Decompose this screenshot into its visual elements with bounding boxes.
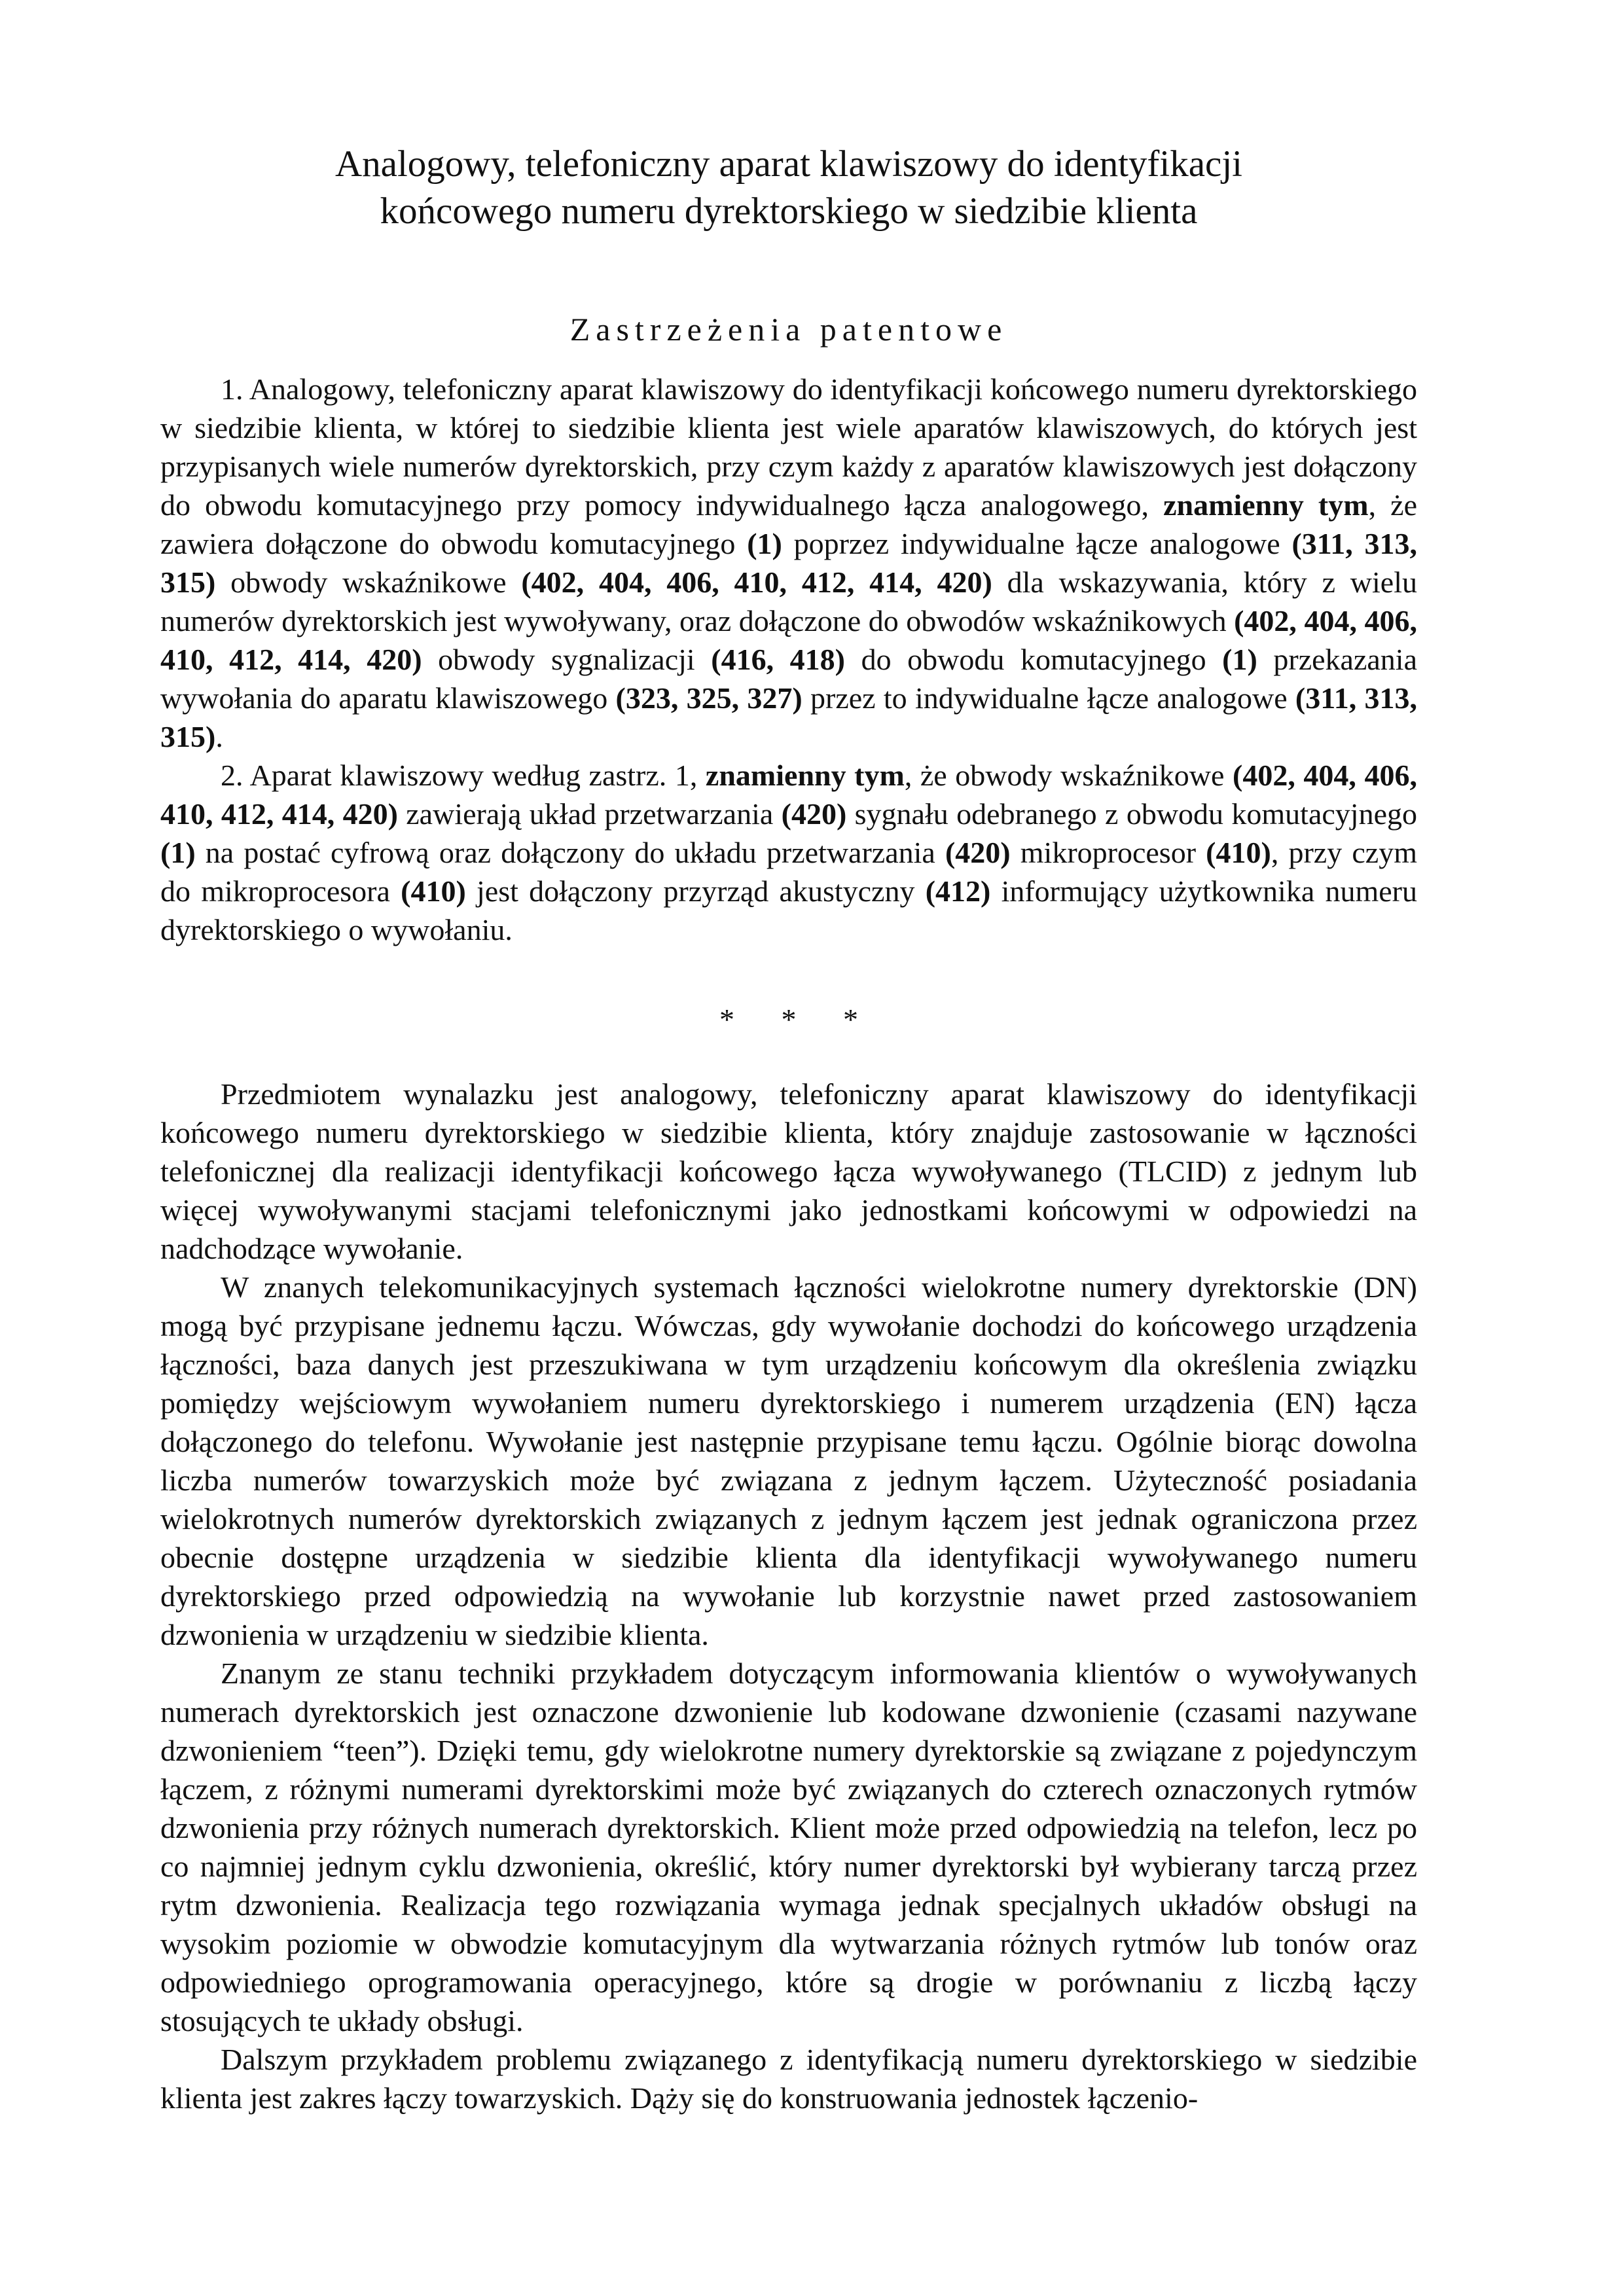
description-paragraph-4: Dalszym przykładem problemu związanego z identyfikacją numeru dyrektorskiego w siedzibie klienta jest zakres łączy towarzyskich. Dąży się do konstruowania jednostek łączenio- — [160, 2043, 1417, 2115]
claim-1: 1. Analogowy, telefoniczny aparat klawiszowy do identyfikacji końcowego numeru dyrektorskiego w siedzibie klienta, w której to siedzibie klienta jest wiele aparatów klawiszowych, do których jest przypisanych wiele numerów dyrektorskich, przy czym każdy z aparatów klawiszowych jest dołączony do obwodu komutacyjnego przy pomocy indywidualnego łącza analogowego, znamienny tym, że zawiera dołączone do obwodu komutacyjnego (1) poprzez indywidualne łącze analogowe (311, 313, 315) obwody wskaźnikowe (402, 404, 406, 410, 412, 414, 420) dla wskazywania, który z wielu numerów dyrektorskich jest wywoływany, oraz dołączone do obwodów wskaźnikowych (402, 404, 406, 410, 412, 414, 420) obwody sygnalizacji (416, 418) do obwodu komutacyjnego (1) przekazania wywołania do aparatu klawiszowego (323, 325, 327) przez to indywidualne łącze analogowe (311, 313, 315). — [160, 372, 1418, 753]
description-paragraph-3: Znanym ze stanu techniki przykładem dotyczącym informowania klientów o wywoływanych numerach dyrektorskich jest oznaczone dzwonienie lub kodowane dzwonienie (czasami nazywane dzwonieniem “teen”). Dzięki temu, gdy wielokrotne numery dyrektorskie są związane z pojedynczym łączem, z różnymi numerami dyrektorskimi może być związanych do czterech oznaczonych rytmów dzwonienia przy różnych numerach dyrektorskich. Klient może przed odpowiedzią na telefon, lecz po co najmniej jednym cyklu dzwonienia, określić, który numer dyrektorski był wybierany tarczą przez rytm dzwonienia. Realizacja tego rozwiązania wymaga jednak specjalnych układów obsługi na wysokim poziomie w obwodzie komutacyjnym dla wytwarzania różnych rytmów lub tonów oraz odpowiedniego oprogramowania operacyjnego, które są drogie w porównaniu z liczbą łączy stosujących te układy obsługi. — [160, 1657, 1417, 2037]
section-separator: * * * — [719, 1003, 878, 1036]
document-title — [160, 141, 1417, 235]
document-page — [160, 141, 1417, 2117]
description-paragraph-2: W znanych telekomunikacyjnych systemach łączności wielokrotne numery dyrektorskie (DN) mogą być przypisane jednemu łączu. Wówczas, gdy wywołanie dochodzi do końcowego urządzenia łączności, baza danych jest przeszukiwana w tym urządzeniu końcowym dla określenia związku pomiędzy wejściowym wywołaniem numeru dyrektorskiego i numerem urządzenia (EN) łącza dołączonego do telefonu. Wywołanie jest następnie przypisane temu łączu. Ogólnie biorąc dowolna liczba numerów towarzyskich może być związana z jednym łączem. Użyteczność posiadania wielokrotnych numerów dyrektorskich związanych z jednym łączem jest jednak ograniczona przez obecnie dostępne urządzenia w siedzibie klienta dla identyfikacji wywoływanego numeru dyrektorskiego przed odpowiedzią na wywołanie lub korzystnie nawet przed zastosowaniem dzwonienia w urządzeniu w siedzibie klienta. — [160, 1270, 1417, 1651]
claim-2: 2. Aparat klawiszowy według zastrz. 1, znamienny tym, że obwody wskaźnikowe (402, 404, 406, 410, 412, 414, 420) zawierają układ przetwarzania (420) sygnału odebranego z obwodu komutacyjnego (1) na postać cyfrową oraz dołączony do układu przetwarzania (420) mikroprocesor (410), przy czym do mikroprocesora (410) jest dołączony przyrząd akustyczny (412) informujący użytkownika numeru dyrektorskiego o wywołaniu. — [160, 759, 1417, 946]
claims-heading: Zastrzeżenia patentowe — [569, 311, 1008, 348]
description-paragraph-1: Przedmiotem wynalazku jest analogowy, telefoniczny aparat klawiszowy do identyfikacji końcowego numeru dyrektorskiego w siedzibie klienta, który znajduje zastosowanie w łączności telefonicznej dla realizacji identyfikacji końcowego łącza wywoływanego (TLCID) z jednym lub więcej wywoływanymi stacjami telefonicznymi jako jednostkami końcowymi w odpowiedzi na nadchodzące wywołanie. — [160, 1077, 1417, 1265]
title-line-2: końcowego numeru dyrektorskiego w siedzibie klienta — [380, 190, 1198, 232]
title-line-1: Analogowy, telefoniczny aparat klawiszowy do identyfikacji — [334, 143, 1242, 185]
